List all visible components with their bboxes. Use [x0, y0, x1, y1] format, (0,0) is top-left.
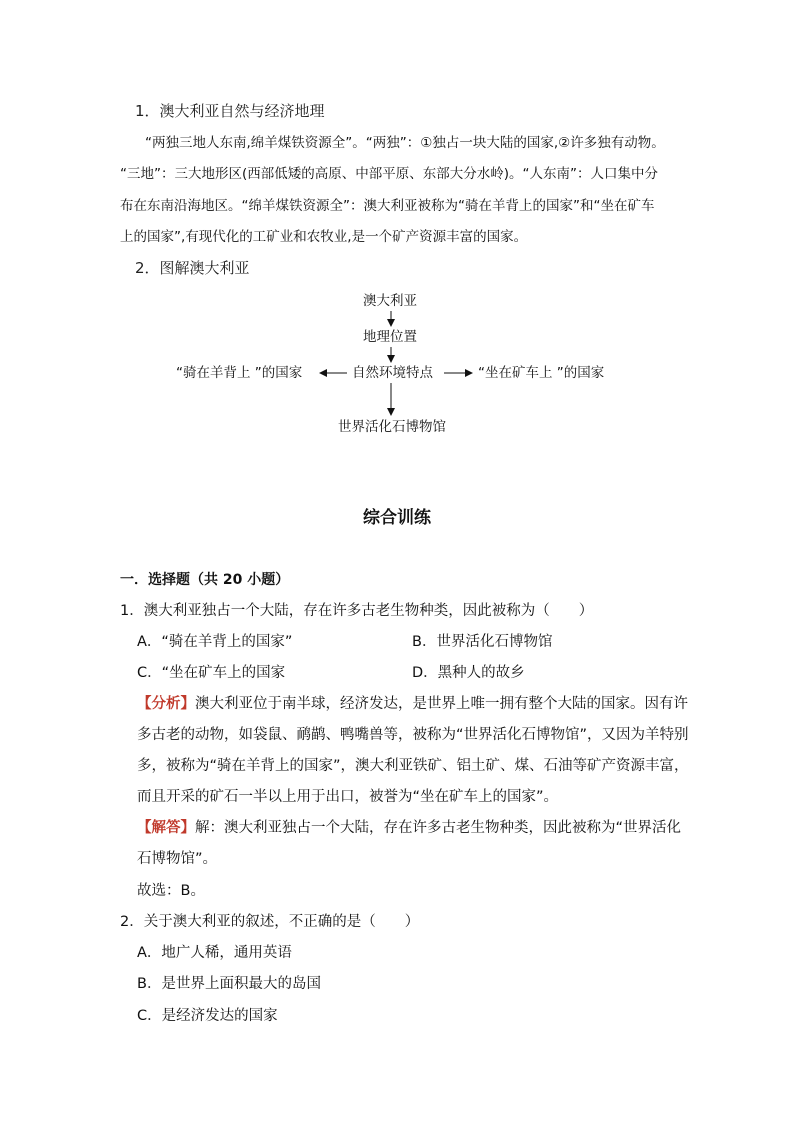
- q1-option-a: A．“骑在羊背上的国家”: [137, 634, 293, 650]
- q2-option-c: C．是经济发达的国家: [137, 1008, 278, 1024]
- diagram-node-top: 澳大利亚: [363, 293, 417, 309]
- section2-heading: 2．图解澳大利亚: [135, 259, 250, 277]
- training-title: 综合训练: [363, 508, 431, 528]
- diagram-node-location: 地理位置: [363, 329, 417, 345]
- diagram-arrows: [0, 0, 794, 460]
- q1-option-c: C．“坐在矿车上的国家: [137, 665, 286, 681]
- answer-text: 解：澳大利亚独占一个大陆，存在许多古老生物种类，因此被称为“世界活化: [195, 820, 682, 836]
- section1-line: 上的国家”,有现代化的工矿业和农牧业,是一个矿产资源丰富的国家。: [120, 229, 528, 245]
- analysis-text: 澳大利亚位于南半球，经济发达，是世界上唯一拥有整个大陆的国家。因有许: [195, 696, 688, 712]
- q1-answer-first: [137, 818, 681, 838]
- answer-tag: 【解答】: [137, 820, 195, 836]
- diagram-node-center: 自然环境特点: [352, 365, 433, 381]
- q2-stem: 2．关于澳大利亚的叙述，不正确的是（ ）: [120, 914, 420, 930]
- diagram-node-right: “坐在矿车上 ”的国家: [478, 365, 605, 381]
- q2-option-a: A．地广人稀，通用英语: [137, 945, 292, 961]
- diagram-node-bottom: 世界活化石博物馆: [338, 419, 446, 435]
- q1-option-d: D．黑种人的故乡: [412, 665, 525, 681]
- q1-analysis-line: 而且开采的矿石一半以上用于出口，被誉为“坐在矿车上的国家”。: [137, 789, 559, 805]
- section1-heading: 1．澳大利亚自然与经济地理: [135, 102, 325, 120]
- q1-answer-line: 石博物馆”。: [137, 851, 218, 867]
- q1-stem: 1．澳大利亚独占一个大陆，存在许多古老生物种类，因此被称为（ ）: [120, 603, 594, 619]
- diagram-node-left: “骑在羊背上 ”的国家: [176, 365, 303, 381]
- section1-line: “两独三地人东南,绵羊煤铁资源全”。“两独”：①独占一块大陆的国家,②许多独有动物。: [145, 135, 665, 151]
- q1-option-b: B．世界活化石博物馆: [412, 634, 553, 650]
- section1-line: “三地”：三大地形区(西部低矮的高原、中部平原、东部大分水岭)。“人东南”：人口集中分: [120, 166, 659, 182]
- q1-analysis-first: [137, 694, 688, 714]
- analysis-tag: 【分析】: [137, 696, 195, 712]
- q1-choice: 故选：B。: [137, 883, 205, 899]
- q1-analysis-line: 多，被称为“骑在羊背上的国家”，澳大利亚铁矿、铝土矿、煤、石油等矿产资源丰富，: [137, 758, 689, 774]
- q1-analysis-line: 多古老的动物，如袋鼠、鸸鹋、鸭嘴兽等，被称为“世界活化石博物馆”，又因为羊特别: [137, 727, 689, 743]
- section1-line: 布在东南沿海地区。“绵羊煤铁资源全”：澳大利亚被称为“骑在羊背上的国家”和“坐在矿车: [120, 198, 655, 214]
- q2-option-b: B．是世界上面积最大的岛国: [137, 976, 321, 992]
- part-title: 一．选择题（共 20 小题）: [120, 572, 290, 588]
